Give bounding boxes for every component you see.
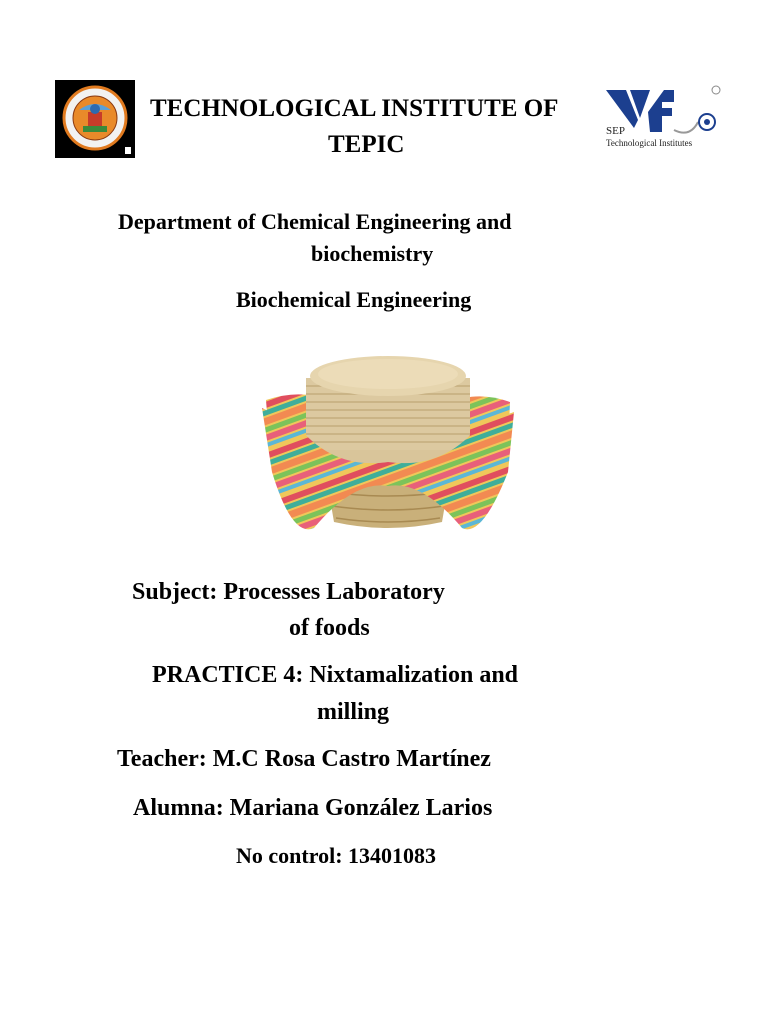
tortilla-basket-image <box>262 352 514 542</box>
control-number: No control: 13401083 <box>236 843 437 868</box>
department-line-1: Department of Chemical Engineering and <box>118 209 512 234</box>
institute-seal-icon <box>55 80 135 158</box>
institute-seal-logo <box>55 80 135 158</box>
student-name: Alumna: Mariana González Larios <box>133 795 493 821</box>
institute-title-line-1: TECHNOLOGICAL INSTITUTE OF <box>150 95 559 122</box>
subject-line-2: of foods <box>289 615 370 641</box>
institute-title-line-2: TEPIC <box>328 131 405 158</box>
technological-institutes-caption: Technological Institutes <box>606 138 693 148</box>
practice-line-2: milling <box>317 699 390 725</box>
teacher-name: Teacher: M.C Rosa Castro Martínez <box>117 746 491 772</box>
tortilla-basket-icon <box>262 352 514 542</box>
subject-line-1: Subject: Processes Laboratory <box>132 579 445 605</box>
practice-line-1: PRACTICE 4: Nixtamalization and <box>152 662 519 688</box>
sep-tecnm-logo <box>604 82 724 154</box>
department-line-2: biochemistry <box>311 241 434 266</box>
sep-label: SEP <box>606 125 625 137</box>
program-name: Biochemical Engineering <box>236 287 472 312</box>
